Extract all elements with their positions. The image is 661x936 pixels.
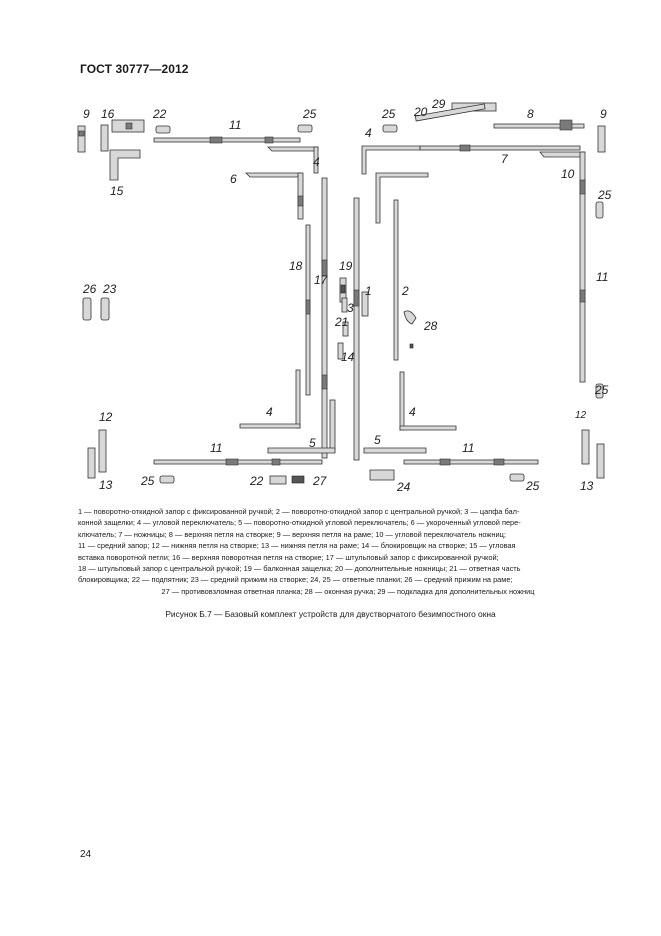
label-25-bottom-right: 25 (526, 479, 540, 493)
label-5-right: 5 (374, 433, 381, 447)
legend-line: 18 — штульповый запор с центральной ручкой; 19 — балконная защелка; 20 — дополнительные ножницы; 21 — ответная часть (78, 564, 521, 574)
label-18: 18 (289, 259, 303, 273)
label-5-left: 5 (309, 436, 316, 450)
figure-legend (78, 506, 618, 597)
part-6-right (376, 173, 428, 223)
part-7 (420, 146, 580, 150)
label-21: 21 (335, 315, 349, 329)
label-4-top-left: 4 (313, 155, 320, 169)
part-4-bottom-left (296, 370, 300, 428)
part-22-bottom (270, 476, 286, 484)
label-6: 6 (230, 172, 237, 186)
label-25-right-low: 25 (595, 383, 609, 397)
label-11-bottom-right: 11 (462, 441, 475, 455)
label-25-right-mid: 25 (598, 188, 612, 202)
label-11-bottom-left: 11 (210, 441, 223, 455)
label-4-bottom-left: 4 (266, 405, 273, 419)
legend-line: 27 — противовзломная ответная планка; 28 — оконная ручка; 29 — подкладка для дополнительных ножниц (161, 586, 535, 596)
label-25-top-left: 25 (303, 107, 317, 121)
label-1: 1 (365, 284, 372, 298)
label-9-left: 9 (83, 107, 90, 121)
legend-line: ключатель; 7 — ножницы; 8 — верхняя петля на створке; 9 — верхняя петля на раме; 10 — угловой переключатель ножниц; (78, 529, 506, 539)
label-15: 15 (110, 184, 124, 198)
part-23 (101, 298, 109, 320)
left-sash-drawing (78, 120, 348, 484)
part-24 (370, 470, 394, 480)
part-2 (354, 198, 359, 460)
label-22-bottom: 22 (250, 474, 264, 488)
part-1-right (394, 200, 398, 360)
label-11-top: 11 (229, 118, 242, 132)
label-27: 27 (313, 474, 327, 488)
part-6 (246, 173, 302, 177)
figure-labels (82, 97, 612, 494)
right-sash-drawing (342, 103, 605, 481)
part-25-top-right (383, 125, 397, 132)
label-29: 29 (432, 97, 446, 111)
label-12-left: 12 (99, 410, 113, 424)
label-8: 8 (527, 107, 534, 121)
page-number: 24 (80, 849, 92, 860)
label-13-left: 13 (99, 478, 113, 492)
part-25-bottom-left (160, 476, 174, 483)
part-9-right (598, 126, 605, 152)
label-4-bottom-right: 4 (409, 405, 416, 419)
document-header: ГОСТ 30777—2012 (80, 62, 189, 76)
label-2: 2 (402, 284, 409, 298)
label-28: 28 (424, 319, 438, 333)
legend-line: 1 — поворотно-откидной запор с фиксированной ручкой; 2 — поворотно-откидной запор с центральной ручкой; 3 — цапфа бал- (78, 507, 520, 516)
label-17: 17 (314, 273, 328, 287)
part-11-bottom-right (404, 460, 538, 464)
part-10 (540, 152, 584, 157)
label-11-right: 11 (596, 270, 609, 284)
part-4-top-right (362, 146, 420, 174)
part-16 (101, 125, 108, 151)
label-13-right: 13 (580, 479, 594, 493)
legend-line: конной защелки; 4 — угловой переключатель; 5 — поворотно-откидной угловой переключатель; 6 — укороченный угловой пере- (78, 518, 521, 528)
part-26 (83, 298, 91, 320)
part-12-left (99, 430, 106, 472)
part-13-left (88, 448, 95, 478)
label-25-top-right: 25 (382, 107, 396, 121)
part-5-right (364, 448, 426, 453)
label-9-right: 9 (600, 107, 607, 121)
label-3: 3 (347, 301, 354, 315)
part-25-bottom-right (510, 474, 524, 481)
part-13-right (597, 444, 604, 478)
part-12-right (582, 430, 589, 464)
label-20: 20 (414, 105, 428, 119)
part-17 (322, 178, 327, 458)
part-22-top (156, 126, 170, 133)
label-10: 10 (561, 167, 575, 181)
label-12-right: 12 (575, 410, 587, 421)
label-16: 16 (101, 107, 115, 121)
label-7: 7 (501, 152, 508, 166)
legend-line: 11 — средний запор; 12 — нижняя петля на створке; 13 — нижняя петля на раме; 14 — блокировщик на створке; 15 — угловая (78, 541, 516, 551)
label-24: 24 (397, 480, 411, 494)
part-4-bottom-right (400, 372, 404, 430)
label-4-top-right: 4 (365, 126, 372, 140)
part-4-top-left (268, 147, 318, 151)
label-23: 23 (103, 282, 117, 296)
part-28 (404, 311, 416, 324)
figure-caption: Рисунок Б.7 — Базовый комплект устройств для двустворчатого безимпостного окна (165, 609, 496, 619)
part-15 (110, 150, 140, 180)
legend-line: вставка поворотной петли; 16 — верхняя поворотная петля на створке; 17 — штульповый запор с фиксированной ручкой; (78, 552, 499, 562)
label-25-bottom-left: 25 (141, 474, 155, 488)
part-11-top-left (154, 138, 300, 142)
part-25-top-left (298, 125, 312, 132)
legend-line: блокировщика; 22 — подпятник; 23 — средний прижим на створке; 24, 25 — ответные планки; 26 — средний прижим на раме; (78, 575, 513, 585)
part-5 (330, 400, 335, 450)
label-14: 14 (341, 350, 355, 364)
label-22-top: 22 (153, 107, 167, 121)
label-26: 26 (83, 282, 97, 296)
label-19: 19 (339, 259, 353, 273)
part-9-left (78, 126, 85, 152)
part-25-right-mid (596, 202, 603, 218)
part-27 (292, 476, 304, 483)
